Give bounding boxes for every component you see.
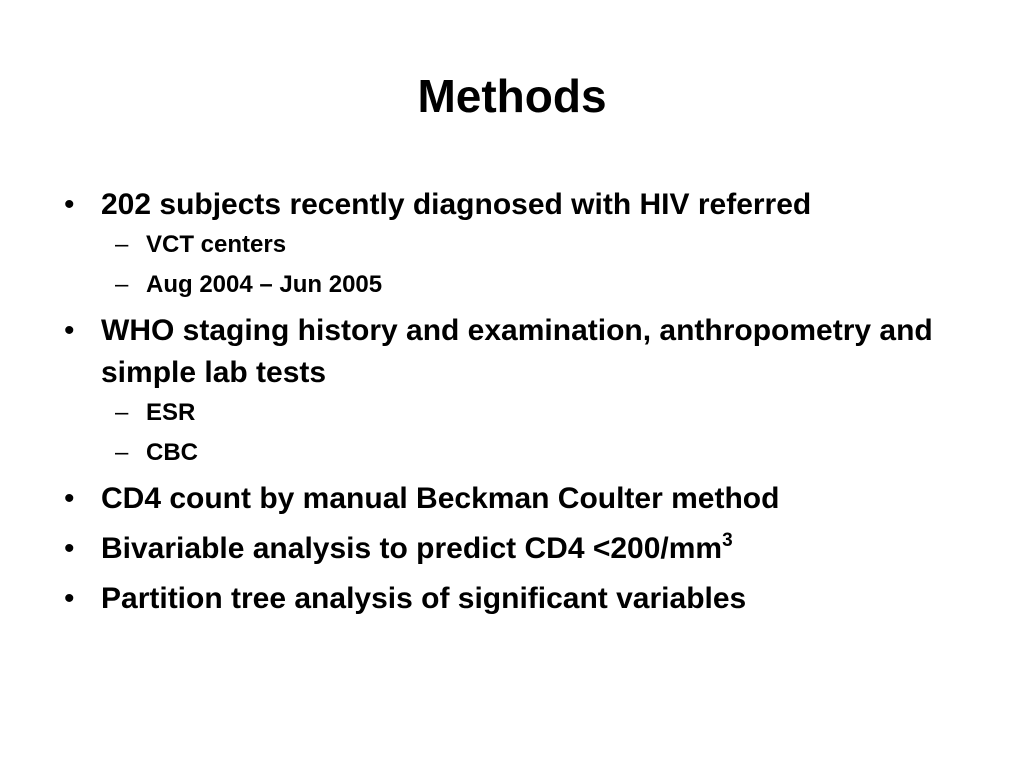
sub-bullet-item [101, 268, 978, 302]
bullet-text-with-superscript [101, 532, 733, 565]
sub-bullet-marker: – [115, 271, 129, 298]
superscript-exponent: 3 [722, 530, 733, 551]
bullet-text: WHO staging history and examination, anthropometry and simple lab tests [101, 314, 933, 389]
slide-title: Methods [417, 70, 607, 122]
bullet-marker: • [64, 532, 75, 565]
sub-bullet-marker: – [115, 231, 129, 258]
bullet-marker: • [64, 482, 75, 515]
bullet-item [58, 310, 978, 470]
bullet-text: Bivariable analysis to predict CD4 <200/mm [101, 532, 723, 565]
bullet-item [58, 478, 978, 520]
bullet-marker: • [64, 582, 75, 615]
bullet-item [58, 184, 978, 302]
bullet-text: Partition tree analysis of significant variables [101, 582, 747, 615]
bullet-text: 202 subjects recently diagnosed with HIV referred [101, 188, 812, 221]
sub-bullet-list [101, 228, 978, 302]
bullet-marker: • [64, 188, 75, 221]
sub-bullet-text: Aug 2004 – Jun 2005 [146, 271, 383, 298]
sub-bullet-text: ESR [146, 399, 196, 426]
bullet-item [58, 578, 978, 620]
bullet-text: CD4 count by manual Beckman Coulter method [101, 482, 780, 515]
sub-bullet-item [101, 396, 978, 430]
sub-bullet-marker: – [115, 439, 129, 466]
sub-bullet-marker: – [115, 399, 129, 426]
sub-bullet-text: VCT centers [146, 231, 287, 258]
sub-bullet-item [101, 228, 978, 262]
sub-bullet-list [101, 396, 978, 470]
sub-bullet-text: CBC [146, 439, 198, 466]
bullet-item [58, 528, 978, 570]
sub-bullet-item [101, 436, 978, 470]
bullet-marker: • [64, 314, 75, 347]
bullet-list [58, 184, 978, 628]
